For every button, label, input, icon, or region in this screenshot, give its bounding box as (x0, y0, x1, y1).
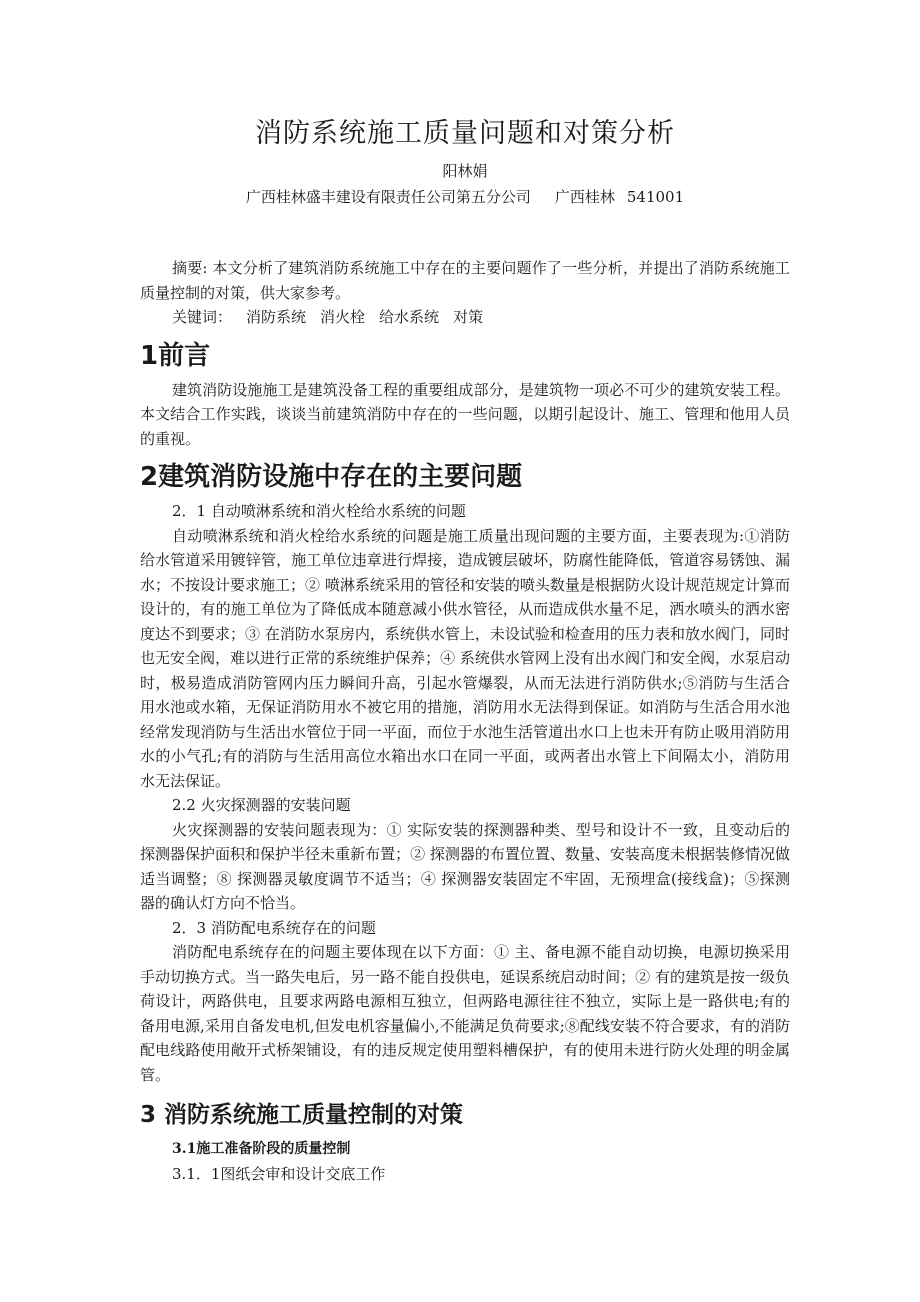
subsection-2-1-paragraph: 自动喷淋系统和消火栓给水系统的问题是施工质量出现问题的主要方面，主要表现为:①消防给水管道采用镀锌管，施工单位违章进行焊接，造成镀层破坏，防腐性能降低，管道容易锈蚀、漏水；不按设计要求施工；② 喷淋系统采用的管径和安装的喷头数量是根据防火设计规范规定计算而设计的，有的施工单位为了降低成本随意减小供水管径，从而造成供水量不足，洒水喷头的洒水密度达不到要求；③ 在消防水泵房内，系统供水管上，未设试验和检查用的压力表和放水阀门，同时也无安全阀，难以进行正常的系统维护保养；④ 系统供水管网上没有出水阀门和安全阀，水泵启动时，极易造成消防管网内压力瞬间升高，引起水管爆裂，从而无法进行消防供水;⑤消防与生活合用水池或水箱，无保证消防用水不被它用的措施，消防用水无法得到保证。如消防与生活合用水池经常发现消防与生活出水管位于同一平面，而位于水池生活管道出水口上也未开有防止吸用消防用水的小气孔;有的消防与生活用高位水箱出水口在同一平面，或两者出水管上下间隔太小，消防用水无法保证。 (140, 526, 790, 790)
author-name: 阳林娟 (442, 162, 488, 180)
keyword-item: 消防系统 (246, 308, 307, 326)
affiliation-org: 广西桂林盛丰建设有限责任公司第五分公司 (245, 188, 531, 206)
paper-title: 消防系统施工质量问题和对策分析 (255, 118, 675, 149)
affiliation-zip: 541001 (626, 188, 685, 206)
keyword-item: 对策 (453, 308, 484, 326)
section-1-paragraph: 建筑消防设施施工是建筑没备工程的重要组成部分，是建筑物一项必不可少的建筑安装工程。本文结合工作实践，谈谈当前建筑消防中存在的一些问题，以期引起设计、施工、管理和他用人员的重视。 (140, 380, 790, 448)
keywords (140, 305, 790, 330)
subsection-heading-3-1: 3.1施工准备阶段的质量控制 (172, 1141, 351, 1157)
subsection-2-2-paragraph: 火灾探测器的安装问题表现为：① 实际安装的探测器种类、型号和设计不一致，且变动后的探测器保护面积和保护半径未重新布置；② 探测器的布置位置、数量、安装高度未根据装修情况做适当调整；⑧ 探测器灵敏度调节不适当；④ 探测器安装固定不牢固，无预埋盒(接线盒)；⑤探测器的确认灯方向不恰当。 (140, 820, 790, 912)
keyword-item: 消火栓 (320, 308, 366, 326)
keywords-label: 关键词： (172, 308, 233, 326)
subsection-heading-2-1: 2．1 自动喷淋系统和消火栓给水系统的问题 (172, 502, 466, 520)
abstract: 摘要: 本文分析了建筑消防系统施工中存在的主要问题作了一些分析，并提出了消防系统施工质量控制的对策，供大家参考。 (140, 259, 790, 302)
subsection-heading-3-1-1: 3.1．1图纸会审和设计交底工作 (172, 1164, 386, 1183)
subsection-2-3-paragraph: 消防配电系统存在的问题主要体现在以下方面：① 主、备电源不能自动切换，电源切换采用手动切换方式。当一路失电后，另一路不能自投供电，延误系统启动时间；② 有的建筑是按一级负荷设计，两路供电，且要求两路电源相互独立，但两路电源往往不独立，实际上是一路供电;有的备用电源,采用自备发电机,但发电机容量偏小,不能满足负荷要求;⑧配线安装不符合要求，有的消防配电线路使用敞开式桥架铺设，有的违反规定使用塑料槽保护，有的使用未进行防火处理的明金属管。 (140, 943, 790, 1084)
subsection-heading-2-2: 2.2 火灾探测器的安装问题 (172, 796, 351, 814)
section-heading-1: 1前言 (140, 340, 211, 371)
section-heading-2: 2建筑消防设施中存在的主要问题 (140, 462, 523, 492)
paper-body (140, 256, 790, 1186)
subsection-heading-2-3: 2．3 消防配电系统存在的问题 (172, 918, 376, 937)
author-affiliation (140, 186, 790, 208)
affiliation-city: 广西桂林 (554, 188, 615, 206)
keyword-item: 给水系统 (379, 308, 440, 326)
section-heading-3: 3 消防系统施工质量控制的对策 (140, 1102, 464, 1128)
